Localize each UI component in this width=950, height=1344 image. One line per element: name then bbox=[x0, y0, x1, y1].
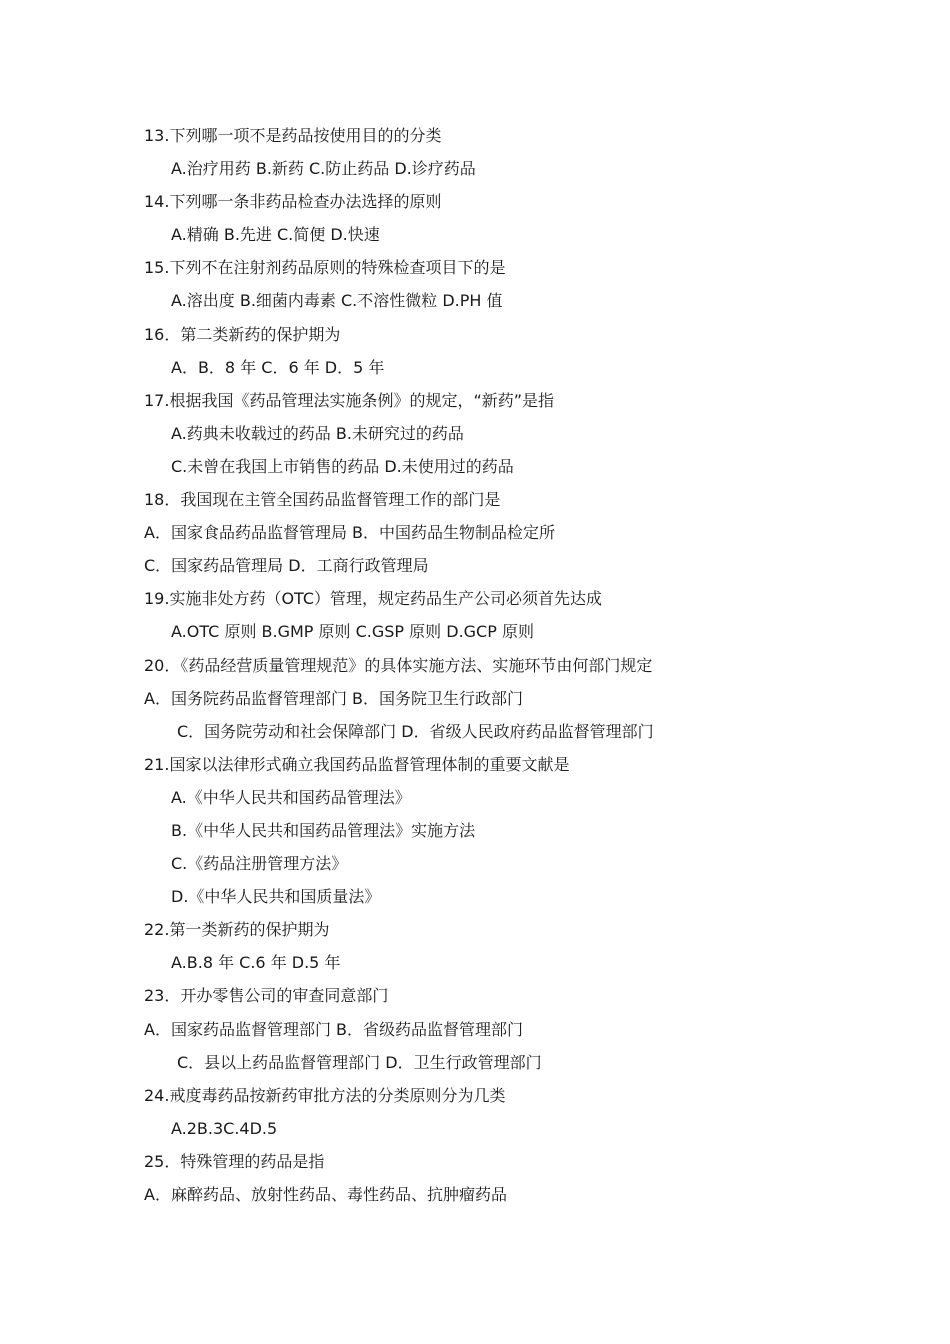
option-line: A.2B.3C.4D.5 bbox=[171, 1118, 278, 1138]
option-line: C．国家药品管理局 D．工商行政管理局 bbox=[144, 556, 429, 576]
option-line: A．国家药品监督管理部门 B．省级药品监督管理部门 bbox=[144, 1019, 524, 1039]
option-line: A.OTC 原则 B.GMP 原则 C.GSP 原则 D.GCP 原则 bbox=[171, 622, 534, 642]
question-line: 18．我国现在主管全国药品监督管理工作的部门是 bbox=[144, 490, 501, 510]
question-line: 22.第一类新药的保护期为 bbox=[144, 920, 330, 940]
option-line: A.药典未收载过的药品 B.未研究过的药品 bbox=[171, 423, 464, 443]
option-line: A．国家食品药品监督管理局 B．中国药品生物制品检定所 bbox=[144, 523, 556, 543]
question-line: 19.实施非处方药（OTC）管理，规定药品生产公司必须首先达成 bbox=[144, 589, 603, 609]
option-line: A.B.8 年 C.6 年 D.5 年 bbox=[171, 953, 341, 973]
option-line: C.《药品注册管理方法》 bbox=[171, 854, 348, 874]
question-line: 16．第二类新药的保护期为 bbox=[144, 324, 341, 344]
question-line: 13.下列哪一项不是药品按使用目的的分类 bbox=[144, 126, 442, 145]
option-line: A．B．8 年 C．6 年 D．5 年 bbox=[171, 357, 385, 377]
question-line: 25．特殊管理的药品是指 bbox=[144, 1151, 325, 1171]
option-line: B.《中华人民共和国药品管理法》实施方法 bbox=[171, 820, 476, 840]
option-line: A．国务院药品监督管理部门 B．国务院卫生行政部门 bbox=[144, 688, 524, 708]
option-line: A.溶出度 B.细菌内毒素 C.不溶性微粒 D.PH 值 bbox=[171, 291, 503, 311]
question-line: 20．《药品经营质量管理规范》的具体实施方法、实施环节由何部门规定 bbox=[144, 655, 653, 675]
option-line: C．国务院劳动和社会保障部门 D．省级人民政府药品监督管理部门 bbox=[177, 721, 654, 741]
option-line: A.《中华人民共和国药品管理法》 bbox=[171, 787, 411, 807]
option-line: C.未曾在我国上市销售的药品 D.未使用过的药品 bbox=[171, 456, 514, 476]
question-line: 21.国家以法律形式确立我国药品监督管理体制的重要文献是 bbox=[144, 754, 570, 774]
option-line: D.《中华人民共和国质量法》 bbox=[171, 887, 381, 907]
question-line: 15.下列不在注射剂药品原则的特殊检查项目下的是 bbox=[144, 258, 506, 278]
option-line: C．县以上药品监督管理部门 D．卫生行政管理部门 bbox=[177, 1052, 542, 1072]
question-list bbox=[0, 122, 950, 1214]
option-line: A.治疗用药 B.新药 C.防止药品 D.诊疗药品 bbox=[171, 159, 476, 179]
question-line: 17.根据我国《药品管理法实施条例》的规定，“新药”是指 bbox=[144, 390, 555, 410]
option-line: A.精确 B.先进 C.简便 D.快速 bbox=[171, 225, 380, 245]
option-line: A．麻醉药品、放射性药品、毒性药品、抗肿瘤药品 bbox=[144, 1185, 507, 1204]
question-line: 23．开办零售公司的审查同意部门 bbox=[144, 986, 389, 1006]
question-line: 14.下列哪一条非药品检查办法选择的原则 bbox=[144, 192, 442, 212]
question-line: 24.戒度毒药品按新药审批方法的分类原则分为几类 bbox=[144, 1085, 506, 1105]
